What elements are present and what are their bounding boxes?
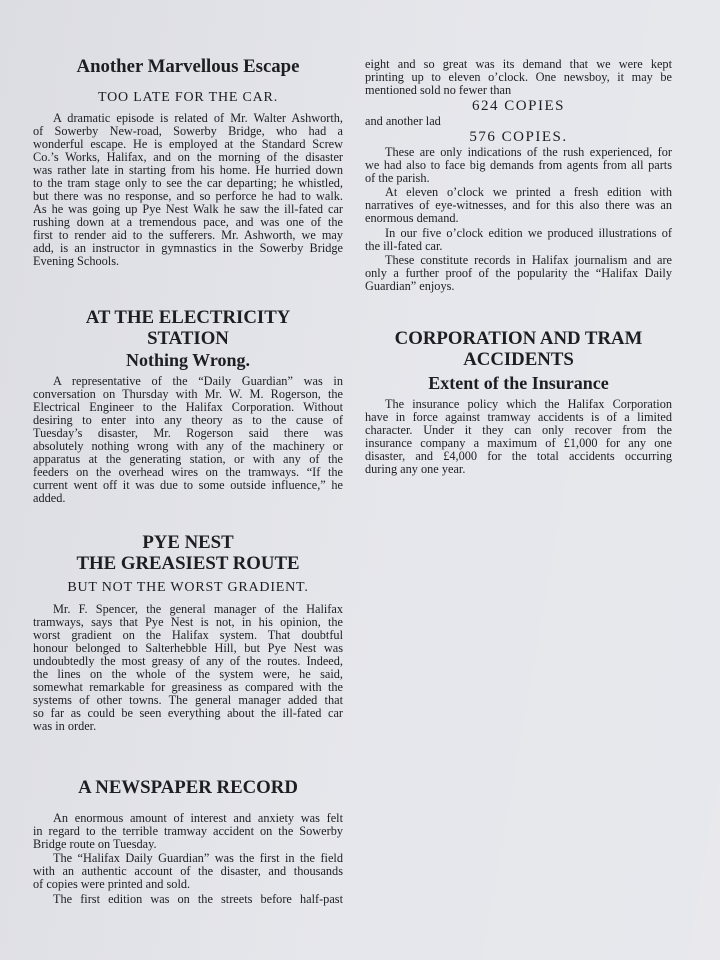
copies-callout: 624 COPIES (472, 97, 565, 114)
text-line: At eleven o’clock we printed a fresh edition with (385, 185, 672, 199)
paragraph (365, 398, 672, 476)
text-line: printing up to eleven o’clock. One newsboy, it may be (365, 69, 672, 84)
text-line: conversation on Thursday with Mr. W. M. Rogerson, the (33, 386, 343, 401)
text-line: Tuesday’s disaster, Mr. Rogerson said there was (33, 425, 343, 440)
text-line: eight and so great was its demand that we were kept (365, 56, 672, 71)
article-headline (33, 533, 343, 574)
text-line: we had also to face big demands from agents from all parts (365, 157, 672, 172)
article-body (365, 58, 672, 294)
text-line: to the tram stage only to see the car departing; he whistled, (33, 175, 343, 190)
text-line: Electrical Engineer to the Halifax Corporation. Without (33, 399, 343, 414)
article-deck: BUT NOT THE WORST GRADIENT. (67, 580, 309, 595)
text-line: worst gradient on the Halifax system. That doubtful (33, 627, 343, 642)
text-line: added. (33, 490, 66, 505)
paragraph (365, 254, 672, 293)
left-column (33, 0, 343, 960)
text-line: somewhat remarkable for greasiness as compared with the (33, 679, 343, 694)
headline-line: AT THE ELECTRICITY (85, 307, 291, 328)
headline-line: THE GREASIEST ROUTE (76, 552, 300, 574)
text-line: apparatus at the generating station, or with any of the (33, 451, 343, 466)
paragraph (365, 227, 672, 253)
paragraph (33, 893, 343, 906)
text-line: tramways, says that Pye Nest is not, in his opinion, the (33, 614, 343, 629)
article-deck: TOO LATE FOR THE CAR. (97, 90, 278, 105)
article-headline (365, 329, 672, 370)
text-line: In our five o’clock edition we produced illustrations of (385, 225, 672, 240)
text-line: of Sowerby New-road, Sowerby Bridge, who had a (33, 123, 343, 138)
text-line: have in force against tramway accidents is of a limited (365, 409, 672, 424)
text-line: The first edition was on the streets before half-past (53, 891, 343, 906)
text-line: wonderful escape. He is employed at the Standard Screw (33, 136, 343, 151)
text-line: feeders on the overhead wires on the tramways. “If the (33, 464, 343, 479)
text-line: Bridge route on Tuesday. (33, 836, 157, 851)
paragraph (33, 852, 343, 891)
headline-line: STATION (147, 327, 229, 349)
article-headline (33, 57, 343, 78)
article-electricity-station (33, 308, 343, 505)
text-line: rushing down at a tremendous pace, and was one of the (33, 214, 343, 229)
text-line: of the parish. (365, 170, 430, 185)
copies-callout: 576 COPIES. (469, 128, 568, 145)
headline-line: A NEWSPAPER RECORD (78, 777, 298, 798)
text-line: The insurance policy which the Halifax Corporation (385, 396, 672, 411)
text-line: character. Under it they can only recover from the (365, 422, 672, 437)
paragraph (33, 375, 343, 505)
text-line: honour belonged to Salterhebble Hill, but Pye Nest was (33, 640, 343, 655)
continued-text (365, 58, 672, 97)
article-headline (33, 308, 343, 349)
article-newspaper-record-continued (365, 58, 672, 294)
article-corporation-tram-accidents (365, 329, 672, 476)
paragraph (33, 112, 343, 268)
headline-line: PYE NEST (142, 532, 234, 553)
paragraph (33, 812, 343, 851)
article-subheading: Extent of the Insurance (428, 372, 609, 393)
text-line: first to render aid to the sufferers. Mr. Ashworth, we may (33, 227, 343, 242)
text-line: was in order. (33, 718, 97, 733)
text-line: mentioned sold no fewer than (365, 82, 512, 97)
text-line: absolutely nothing wrong with any of the machinery or (33, 438, 343, 453)
text-line: of copies were printed and sold. (33, 877, 191, 891)
article-body (33, 375, 343, 505)
text-line: desiring to enter into any theory as to the cause of (33, 412, 343, 427)
text-line: A dramatic episode is related of Mr. Walter Ashworth, (53, 110, 343, 125)
text-line: The “Halifax Daily Guardian” was the first in the field (53, 851, 343, 865)
article-another-marvellous-escape (33, 57, 343, 268)
text-line: but there was no response, and so perforce he had to walk. (33, 188, 343, 203)
headline-line: CORPORATION AND TRAM (394, 328, 643, 349)
text-line: with an authentic account of the disaster, and thousands (33, 864, 343, 878)
text-line: narratives of eye-witnesses, and for this also there was an (365, 198, 672, 212)
text-line: Co.’s Works, Halifax, and on the morning of the disaster (33, 149, 343, 164)
text-line: was rather late in starting from his home. He hurried down (33, 162, 343, 177)
paragraph (365, 146, 672, 185)
text-line: Evening Schools. (33, 253, 120, 268)
text-line: Guardian” enjoys. (365, 279, 455, 293)
text-line: in regard to the terrible tramway accident on the Sowerby (33, 823, 343, 838)
text-line: the lines on the whole of the system were, he said, (33, 666, 343, 681)
text-line: current went off it was due to some outside influence,” he (33, 477, 343, 492)
headline-line: ACCIDENTS (463, 348, 574, 370)
headline-line: Another Marvellous Escape (76, 56, 300, 77)
text-line: Mr. F. Spencer, the general manager of the Halifax (53, 601, 343, 616)
text-line: An enormous amount of interest and anxiety was felt (53, 810, 343, 825)
text-line: These are only indications of the rush experienced, for (385, 144, 672, 159)
article-headline (33, 778, 343, 799)
paragraph (365, 186, 672, 225)
text-line: and another lad (365, 113, 441, 128)
text-line: insurance company a maximum of £1,000 for any one (365, 435, 672, 450)
text-line: only a further proof of the popularity the “Halifax Daily (365, 266, 672, 280)
article-body (33, 603, 343, 733)
paragraph (33, 603, 343, 733)
text-line: systems of other towns. The general manager added that (33, 692, 343, 707)
article-pye-nest (33, 533, 343, 733)
text-line: disaster, and £4,000 for the total accidents occurring (365, 448, 672, 463)
text-line: enormous demand. (365, 211, 459, 225)
article-newspaper-record (33, 778, 343, 906)
article-body (33, 812, 343, 906)
text-line: As he was going up Pye Nest Walk he saw the ill-fated car (33, 201, 343, 216)
right-column (365, 0, 672, 960)
article-body (365, 398, 672, 476)
text-line: undoubtedly the most greasy of any of the routes. Indeed, (33, 653, 343, 668)
text-line: A representative of the “Daily Guardian” was in (53, 373, 343, 388)
text-line: add, is an instructor in gymnastics in the Sowerby Bridge (33, 240, 343, 255)
text-line: the ill-fated car. (365, 238, 443, 253)
article-body (33, 112, 343, 268)
text-line: These constitute records in Halifax journalism and are (385, 253, 672, 267)
text-line: during any one year. (365, 461, 466, 476)
continued-text (365, 115, 672, 128)
article-subheading: Nothing Wrong. (125, 349, 251, 370)
text-line: so far as could be seen everything about the ill-fated car (33, 705, 343, 720)
